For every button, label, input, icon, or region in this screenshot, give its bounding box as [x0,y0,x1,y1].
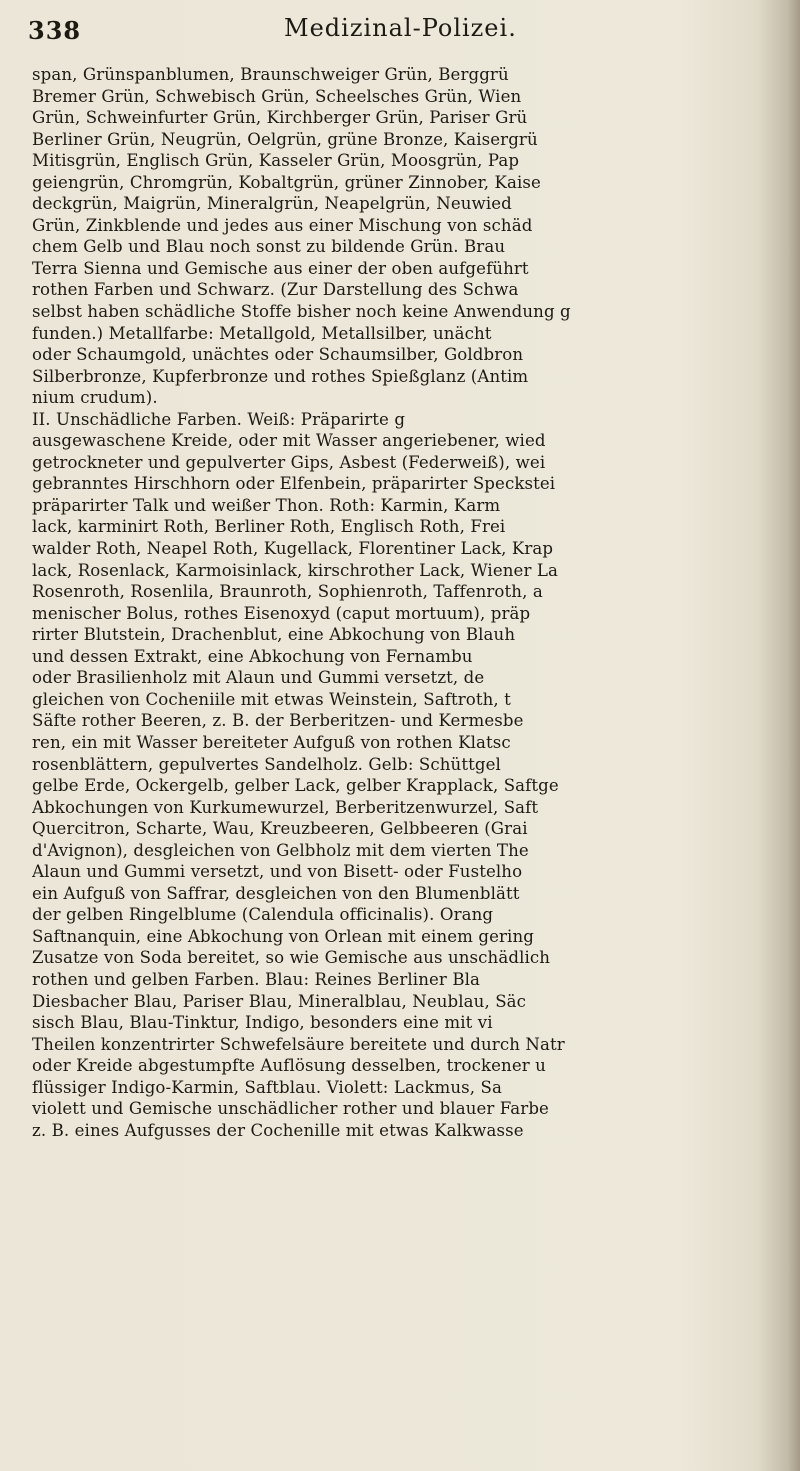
text-line: ausgewaschene Kreide, oder mit Wasser angeriebener, wied [32,431,546,451]
running-title: Medizinal-Polizei. [284,14,517,42]
text-line: geiengrün, Chromgrün, Kobaltgrün, grüner Zinnober, Kaise [32,172,541,192]
text-line: rothen Farben und Schwarz. (Zur Darstellung des Schwa [32,280,519,300]
text-line: menischer Bolus, rothes Eisenoxyd (caput mortuum), präp [32,603,531,623]
text-line: oder Schaumgold, unächtes oder Schaumsilber, Goldbron [32,345,524,365]
text-line: d'Avignon), desgleichen von Gelbholz mit dem vierten The [32,840,529,860]
text-line: nium crudum). [32,388,158,408]
text-line: lack, karminirt Roth, Berliner Roth, Englisch Roth, Frei [32,517,506,537]
text-line: Mitisgrün, Englisch Grün, Kasseler Grün, Moosgrün, Pap [32,151,520,171]
text-line: Grün, Zinkblende und jedes aus einer Mischung von schäd [32,215,533,235]
text-line: Saftnanquin, eine Abkochung von Orlean mit einem gering [32,926,534,946]
text-line: Grün, Schweinfurter Grün, Kirchberger Grün, Pariser Grü [32,108,528,128]
text-line: ein Aufguß von Saffrar, desgleichen von den Blumenblätt [32,883,520,903]
text-line: Bremer Grün, Schwebisch Grün, Scheelsches Grün, Wien [32,86,522,106]
page-number: 338 [28,16,82,45]
text-line: rothen und gelben Farben. Blau: Reines Berliner Bla [32,969,481,989]
text-line: funden.) Metallfarbe: Metallgold, Metallsilber, unächt [32,323,492,343]
text-line: walder Roth, Neapel Roth, Kugellack, Florentiner Lack, Krap [32,539,554,559]
text-line: rosenblättern, gepulvertes Sandelholz. Gelb: Schüttgel [32,754,501,774]
text-line: Abkochungen von Kurkumewurzel, Berberitzenwurzel, Saft [32,797,539,817]
text-line: z. B. eines Aufgusses der Cochenille mit etwas Kalkwasse [32,1120,524,1140]
text-line: Alaun und Gummi versetzt, und von Bisett- oder Fustelho [32,862,523,882]
text-line: Terra Sienna und Gemische aus einer der oben aufgeführt [32,258,529,278]
text-line: getrockneter und gepulverter Gips, Asbest (Federweiß), wei [32,452,546,472]
text-line: flüssiger Indigo-Karmin, Saftblau. Violett: Lackmus, Sa [32,1077,502,1097]
text-line: Silberbronze, Kupferbronze und rothes Spießglanz (Antim [32,366,529,386]
text-line: Rosenroth, Rosenlila, Braunroth, Sophienroth, Taffenroth, a [32,582,543,602]
text-line: gebranntes Hirschhorn oder Elfenbein, präparirter Speckstei [32,474,556,494]
text-line: ren, ein mit Wasser bereiteter Aufguß von rothen Klatsc [32,732,511,752]
body-text [32,64,792,1141]
text-line: rirter Blutstein, Drachenblut, eine Abkochung von Blauh [32,625,516,645]
text-line: gelbe Erde, Ockergelb, gelber Lack, gelber Krapplack, Saftge [32,776,559,796]
text-line: Säfte rother Beeren, z. B. der Berberitzen- und Kermesbe [32,711,524,731]
text-line: Quercitron, Scharte, Wau, Kreuzbeeren, Gelbbeeren (Grai [32,819,528,839]
text-line: oder Brasilienholz mit Alaun und Gummi versetzt, de [32,668,485,688]
text-line: deckgrün, Maigrün, Mineralgrün, Neapelgrün, Neuwied [32,194,512,214]
text-line: selbst haben schädliche Stoffe bisher noch keine Anwendung g [32,302,571,322]
text-line: lack, Rosenlack, Karmoisinlack, kirschrother Lack, Wiener La [32,560,558,580]
text-line: und dessen Extrakt, eine Abkochung von Fernambu [32,646,473,666]
text-line: sisch Blau, Blau-Tinktur, Indigo, besonders eine mit vi [32,1013,493,1033]
text-line: chem Gelb und Blau noch sonst zu bildende Grün. Brau [32,237,506,257]
text-line: II. Unschädliche Farben. Weiß: Präparirte g [32,409,406,429]
text-line: span, Grünspanblumen, Braunschweiger Grün, Berggrü [32,65,509,84]
text-line: oder Kreide abgestumpfte Auflösung desselben, trockener u [32,1056,546,1076]
text-line: gleichen von Cocheniile mit etwas Weinstein, Saftroth, t [32,689,511,709]
text-line: Diesbacher Blau, Pariser Blau, Mineralblau, Neublau, Säc [32,991,527,1011]
text-line: Theilen konzentrirter Schwefelsäure bereitete und durch Natr [32,1034,565,1054]
text-line: präparirter Talk und weißer Thon. Roth: Karmin, Karm [32,495,501,515]
text-line: Zusatze von Soda bereitet, so wie Gemische aus unschädlich [32,948,551,968]
text-line: der gelben Ringelblume (Calendula officinalis). Orang [32,905,494,925]
text-line: violett und Gemische unschädlicher rother und blauer Farbe [32,1099,549,1119]
text-line: Berliner Grün, Neugrün, Oelgrün, grüne Bronze, Kaisergrü [32,129,538,149]
